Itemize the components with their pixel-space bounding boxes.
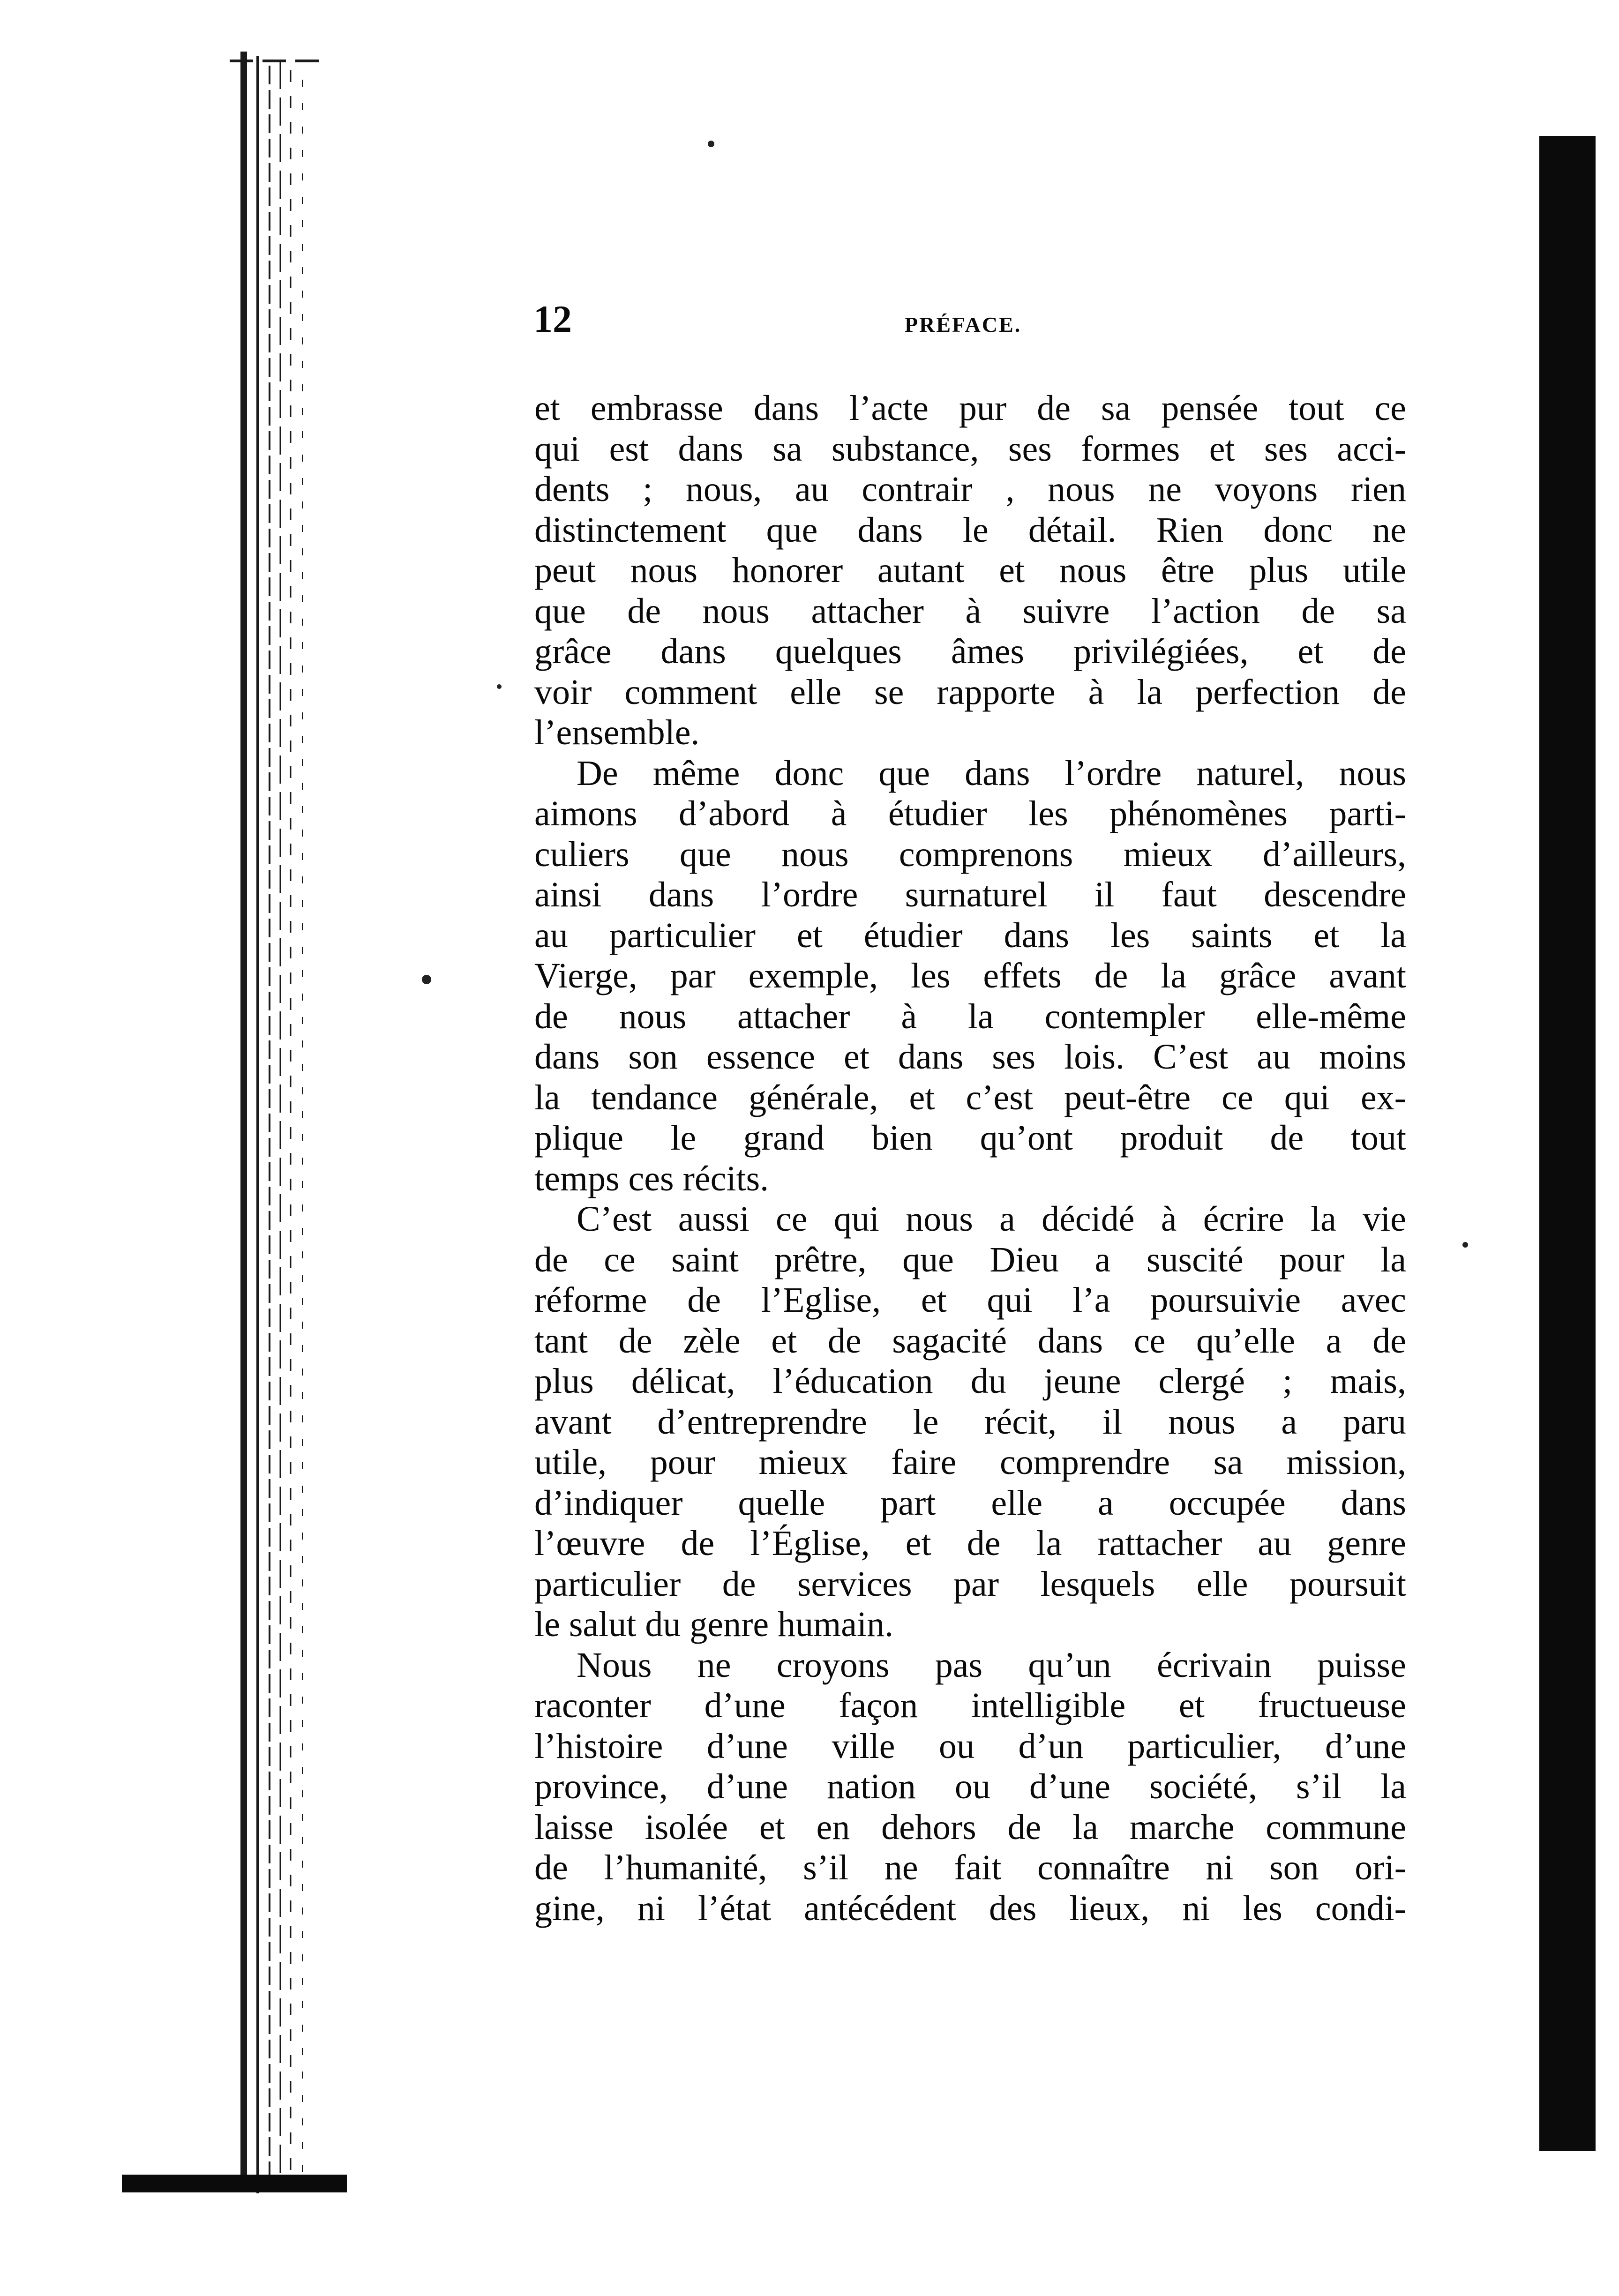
scan-speck xyxy=(422,975,431,984)
text-line: avant d’entreprendre le récit, il nous a paru xyxy=(534,1402,1406,1442)
binding-edge-artifact xyxy=(225,52,319,2198)
text-line: tant de zèle et de sagacité dans ce qu’elle a de xyxy=(534,1321,1406,1361)
text-line: voir comment elle se rapporte à la perfection de xyxy=(534,672,1406,712)
bottom-edge-shadow xyxy=(122,2175,347,2192)
text-line: Vierge, par exemple, les effets de la grâce avant xyxy=(534,956,1406,995)
text-line: plus délicat, l’éducation du jeune clergé ; mais, xyxy=(534,1361,1406,1401)
text-line: l’ensemble. xyxy=(534,713,700,752)
text-line: distinctement que dans le détail. Rien donc ne xyxy=(534,510,1406,550)
text-line: laisse isolée et en dehors de la marche commune xyxy=(534,1807,1406,1847)
text-line: particulier de services par lesquels elle poursuit xyxy=(534,1564,1406,1604)
text-line: réforme de l’Eglise, et qui l’a poursuivie avec xyxy=(534,1280,1406,1320)
text-line: que de nous attacher à suivre l’action de sa xyxy=(534,591,1406,631)
text-line: C’est aussi ce qui nous a décidé à écrire la vie xyxy=(577,1199,1406,1239)
text-line: temps ces récits. xyxy=(534,1159,769,1198)
text-line: province, d’une nation ou d’une société, s’il la xyxy=(534,1767,1406,1806)
text-line: De même donc que dans l’ordre naturel, nous xyxy=(577,753,1406,793)
text-line: l’œuvre de l’Église, et de la rattacher au genre xyxy=(534,1524,1406,1563)
text-line: grâce dans quelques âmes privilégiées, et de xyxy=(534,632,1406,671)
text-line: dents ; nous, au contrair , nous ne voyons rien xyxy=(534,470,1406,509)
body-text xyxy=(534,388,1406,1929)
text-line: culiers que nous comprenons mieux d’ailleurs, xyxy=(534,834,1406,874)
text-line: d’indiquer quelle part elle a occupée dans xyxy=(534,1483,1406,1523)
text-line: Nous ne croyons pas qu’un écrivain puisse xyxy=(577,1645,1406,1685)
text-line: gine, ni l’état antécédent des lieux, ni les condi- xyxy=(534,1888,1406,1928)
text-line: peut nous honorer autant et nous être plus utile xyxy=(534,551,1406,590)
text-line: de ce saint prêtre, que Dieu a suscité pour la xyxy=(534,1240,1406,1279)
text-line: le salut du genre humain. xyxy=(534,1605,894,1644)
text-line: dans son essence et dans ses lois. C’est au moins xyxy=(534,1037,1406,1077)
running-head: PRÉFACE. xyxy=(905,313,1022,337)
text-line: aimons d’abord à étudier les phénomènes parti- xyxy=(534,794,1406,833)
page-edge-shadow xyxy=(1539,136,1596,2151)
text-line: la tendance générale, et c’est peut-être ce qui ex- xyxy=(534,1077,1406,1117)
text-line: au particulier et étudier dans les saints et la xyxy=(534,915,1406,955)
text-line: et embrasse dans l’acte pur de sa pensée tout ce xyxy=(534,389,1406,428)
page-number: 12 xyxy=(533,298,572,340)
text-line: utile, pour mieux faire comprendre sa mission, xyxy=(534,1443,1406,1482)
scan-speck xyxy=(708,141,714,147)
scan-speck xyxy=(497,684,502,689)
scan-speck xyxy=(1462,1242,1468,1248)
text-line: de l’humanité, s’il ne fait connaître ni son ori- xyxy=(534,1848,1406,1887)
text-line: ainsi dans l’ordre surnaturel il faut descendre xyxy=(534,875,1406,914)
text-line: raconter d’une façon intelligible et fructueuse xyxy=(534,1686,1406,1725)
text-line: qui est dans sa substance, ses formes et ses acci- xyxy=(534,429,1406,469)
text-line: plique le grand bien qu’ont produit de tout xyxy=(534,1118,1406,1158)
text-line: l’histoire d’une ville ou d’un particulier, d’une xyxy=(534,1726,1406,1766)
text-line: de nous attacher à la contempler elle-même xyxy=(534,996,1406,1036)
